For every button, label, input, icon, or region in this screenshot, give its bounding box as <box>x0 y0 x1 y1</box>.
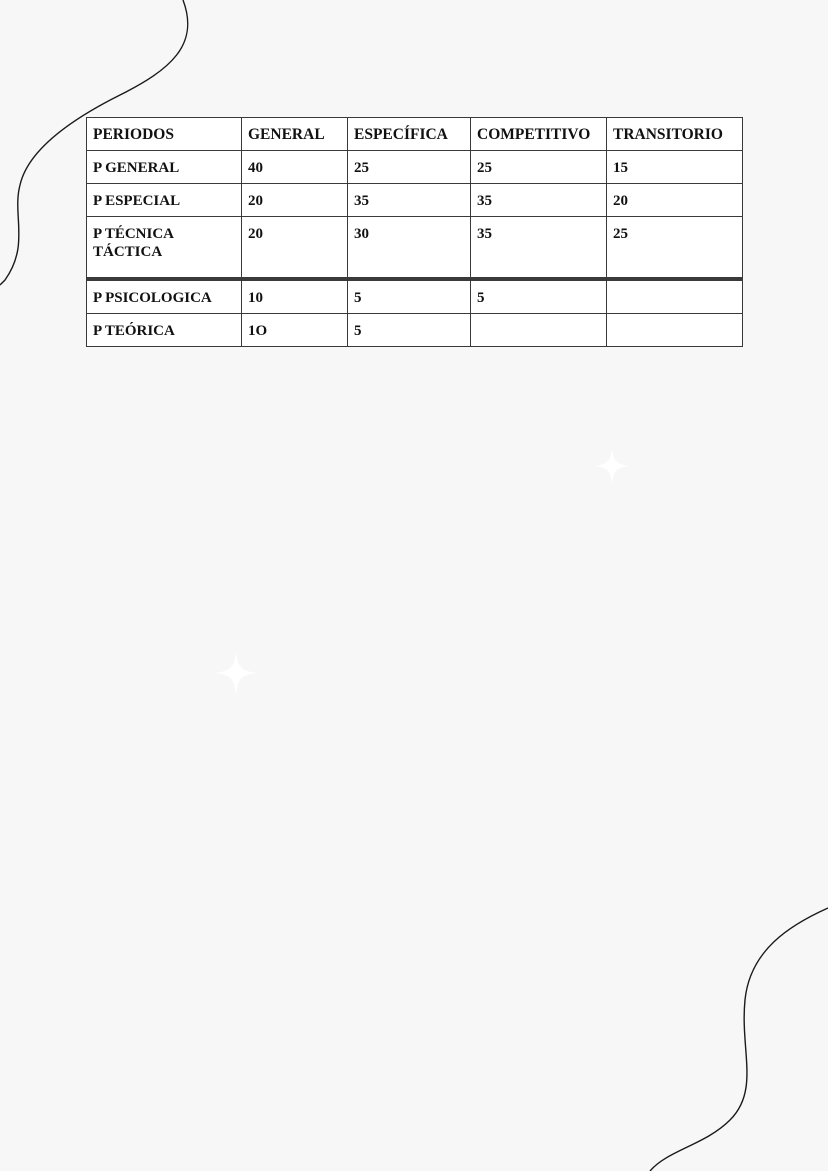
table-row <box>87 151 743 184</box>
cell-value: 25 <box>471 151 607 184</box>
cell-value: 35 <box>471 217 607 280</box>
table-row <box>87 314 743 347</box>
cell-period-name: P GENERAL <box>87 151 242 184</box>
cell-value: 25 <box>607 217 743 280</box>
cell-value: 35 <box>471 184 607 217</box>
bottom-right-curve <box>650 908 828 1171</box>
cell-value: 30 <box>348 217 471 280</box>
periods-table-container <box>86 117 742 347</box>
cell-value <box>471 314 607 347</box>
cell-value: 5 <box>348 314 471 347</box>
table-header-row <box>87 118 743 151</box>
cell-value <box>607 314 743 347</box>
cell-value: 10 <box>242 279 348 314</box>
cell-period-name: P PSICOLOGICA <box>87 279 242 314</box>
cell-value: 20 <box>607 184 743 217</box>
cell-value: 25 <box>348 151 471 184</box>
cell-value: 20 <box>242 184 348 217</box>
sparkle-icon <box>214 651 258 695</box>
header-competitivo: COMPETITIVO <box>471 118 607 151</box>
cell-value: 40 <box>242 151 348 184</box>
periods-table <box>86 117 743 347</box>
header-transitorio: TRANSITORIO <box>607 118 743 151</box>
cell-period-name: P ESPECIAL <box>87 184 242 217</box>
table-row <box>87 184 743 217</box>
table-row <box>87 279 743 314</box>
table-row <box>87 217 743 280</box>
cell-value: 20 <box>242 217 348 280</box>
cell-value: 35 <box>348 184 471 217</box>
sparkle-icon <box>594 448 630 484</box>
cell-period-name: P TEÓRICA <box>87 314 242 347</box>
cell-value: 15 <box>607 151 743 184</box>
cell-value: 1O <box>242 314 348 347</box>
header-especifica: ESPECÍFICA <box>348 118 471 151</box>
header-general: GENERAL <box>242 118 348 151</box>
cell-period-name: P TÉCNICA TÁCTICA <box>87 217 242 280</box>
cell-value: 5 <box>471 279 607 314</box>
cell-value <box>607 279 743 314</box>
cell-value: 5 <box>348 279 471 314</box>
header-periodos: PERIODOS <box>87 118 242 151</box>
